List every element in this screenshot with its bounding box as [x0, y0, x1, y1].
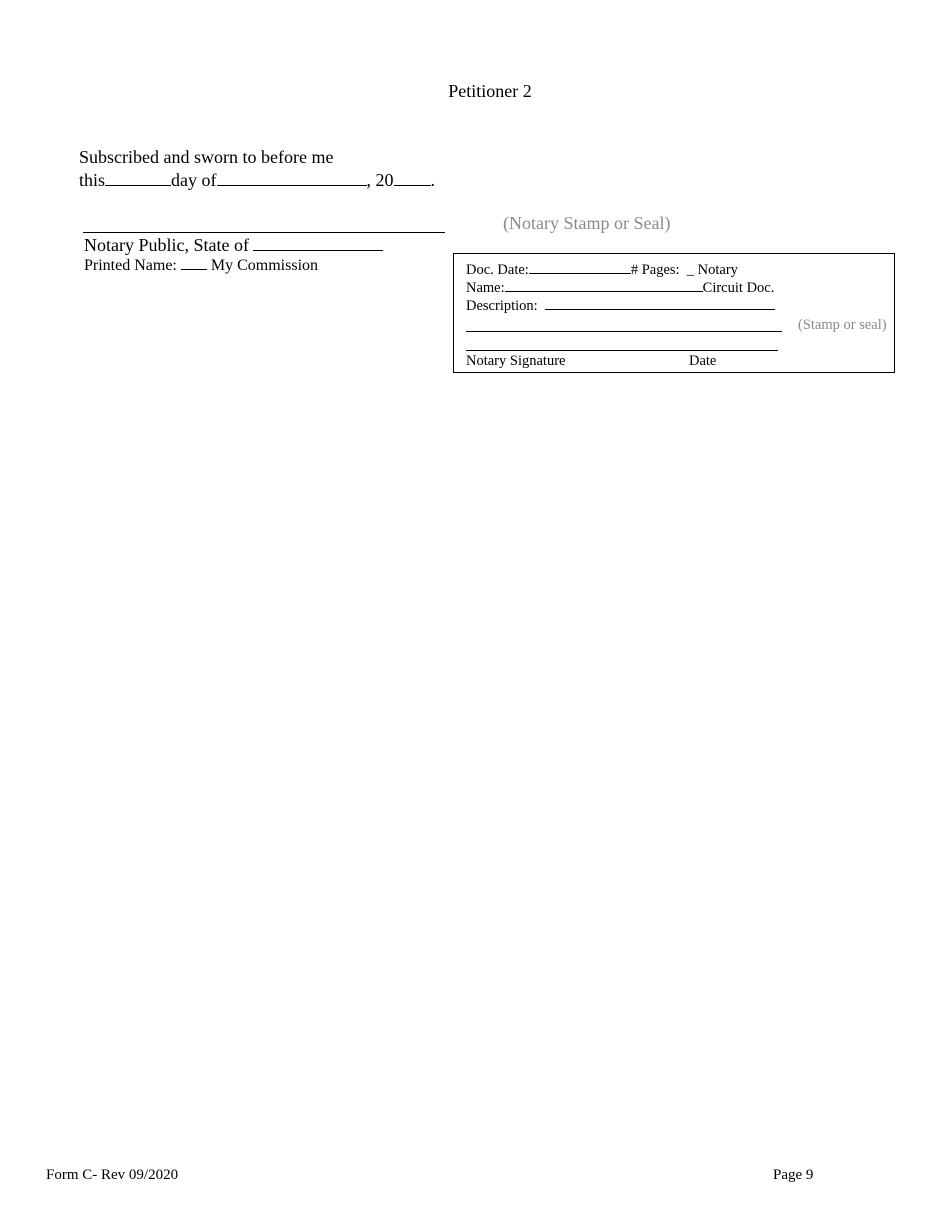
doc-date-blank[interactable]: [529, 272, 631, 274]
page-number: Page 9: [773, 1167, 814, 1183]
name-label: Name:: [466, 280, 505, 296]
circuit-label: Circuit: [702, 280, 743, 296]
oath-line-1: Subscribed and sworn to before me: [79, 147, 334, 167]
state-blank[interactable]: [253, 249, 383, 251]
year-blank[interactable]: [394, 184, 431, 186]
name-blank[interactable]: [505, 290, 703, 292]
box-stamp-label: (Stamp or seal): [798, 317, 887, 333]
notary-public-label: Notary Public, State of: [84, 235, 249, 255]
description-blank[interactable]: [545, 308, 775, 310]
commission-label: My Commission: [210, 257, 319, 274]
doc-date-row: [466, 262, 738, 279]
month-blank[interactable]: [217, 184, 367, 186]
description-label: Description:: [466, 298, 538, 314]
this-label: this: [79, 170, 106, 190]
description-line-2[interactable]: [466, 331, 782, 332]
notary-info-box: [453, 253, 895, 373]
notary-signature-line[interactable]: [83, 232, 445, 233]
printed-name-label: Printed Name:: [84, 257, 177, 274]
printed-name-blank[interactable]: [181, 268, 207, 270]
pages-label: # Pages:: [630, 262, 680, 278]
notary-signature-label: Notary Signature: [466, 353, 566, 369]
day-of-label: day of: [171, 170, 217, 190]
oath-period: .: [430, 170, 435, 190]
year-label: , 20: [366, 170, 394, 190]
date-label: Date: [689, 353, 717, 369]
doc-date-label: Doc. Date:: [466, 262, 529, 278]
stamp-heading: (Notary Stamp or Seal): [503, 213, 671, 233]
notary-label: _ Notary: [686, 262, 738, 278]
printed-name-row: [84, 257, 318, 275]
name-row: [466, 280, 774, 297]
page-title: Petitioner 2: [448, 81, 532, 101]
day-blank[interactable]: [105, 184, 171, 186]
doc-label: Doc.: [746, 280, 775, 296]
description-row: [466, 298, 775, 315]
oath-line-2: [79, 170, 435, 191]
notary-public-state: [84, 235, 383, 256]
notary-signature-date-line[interactable]: [466, 350, 778, 351]
form-id: Form C- Rev 09/2020: [46, 1167, 179, 1183]
